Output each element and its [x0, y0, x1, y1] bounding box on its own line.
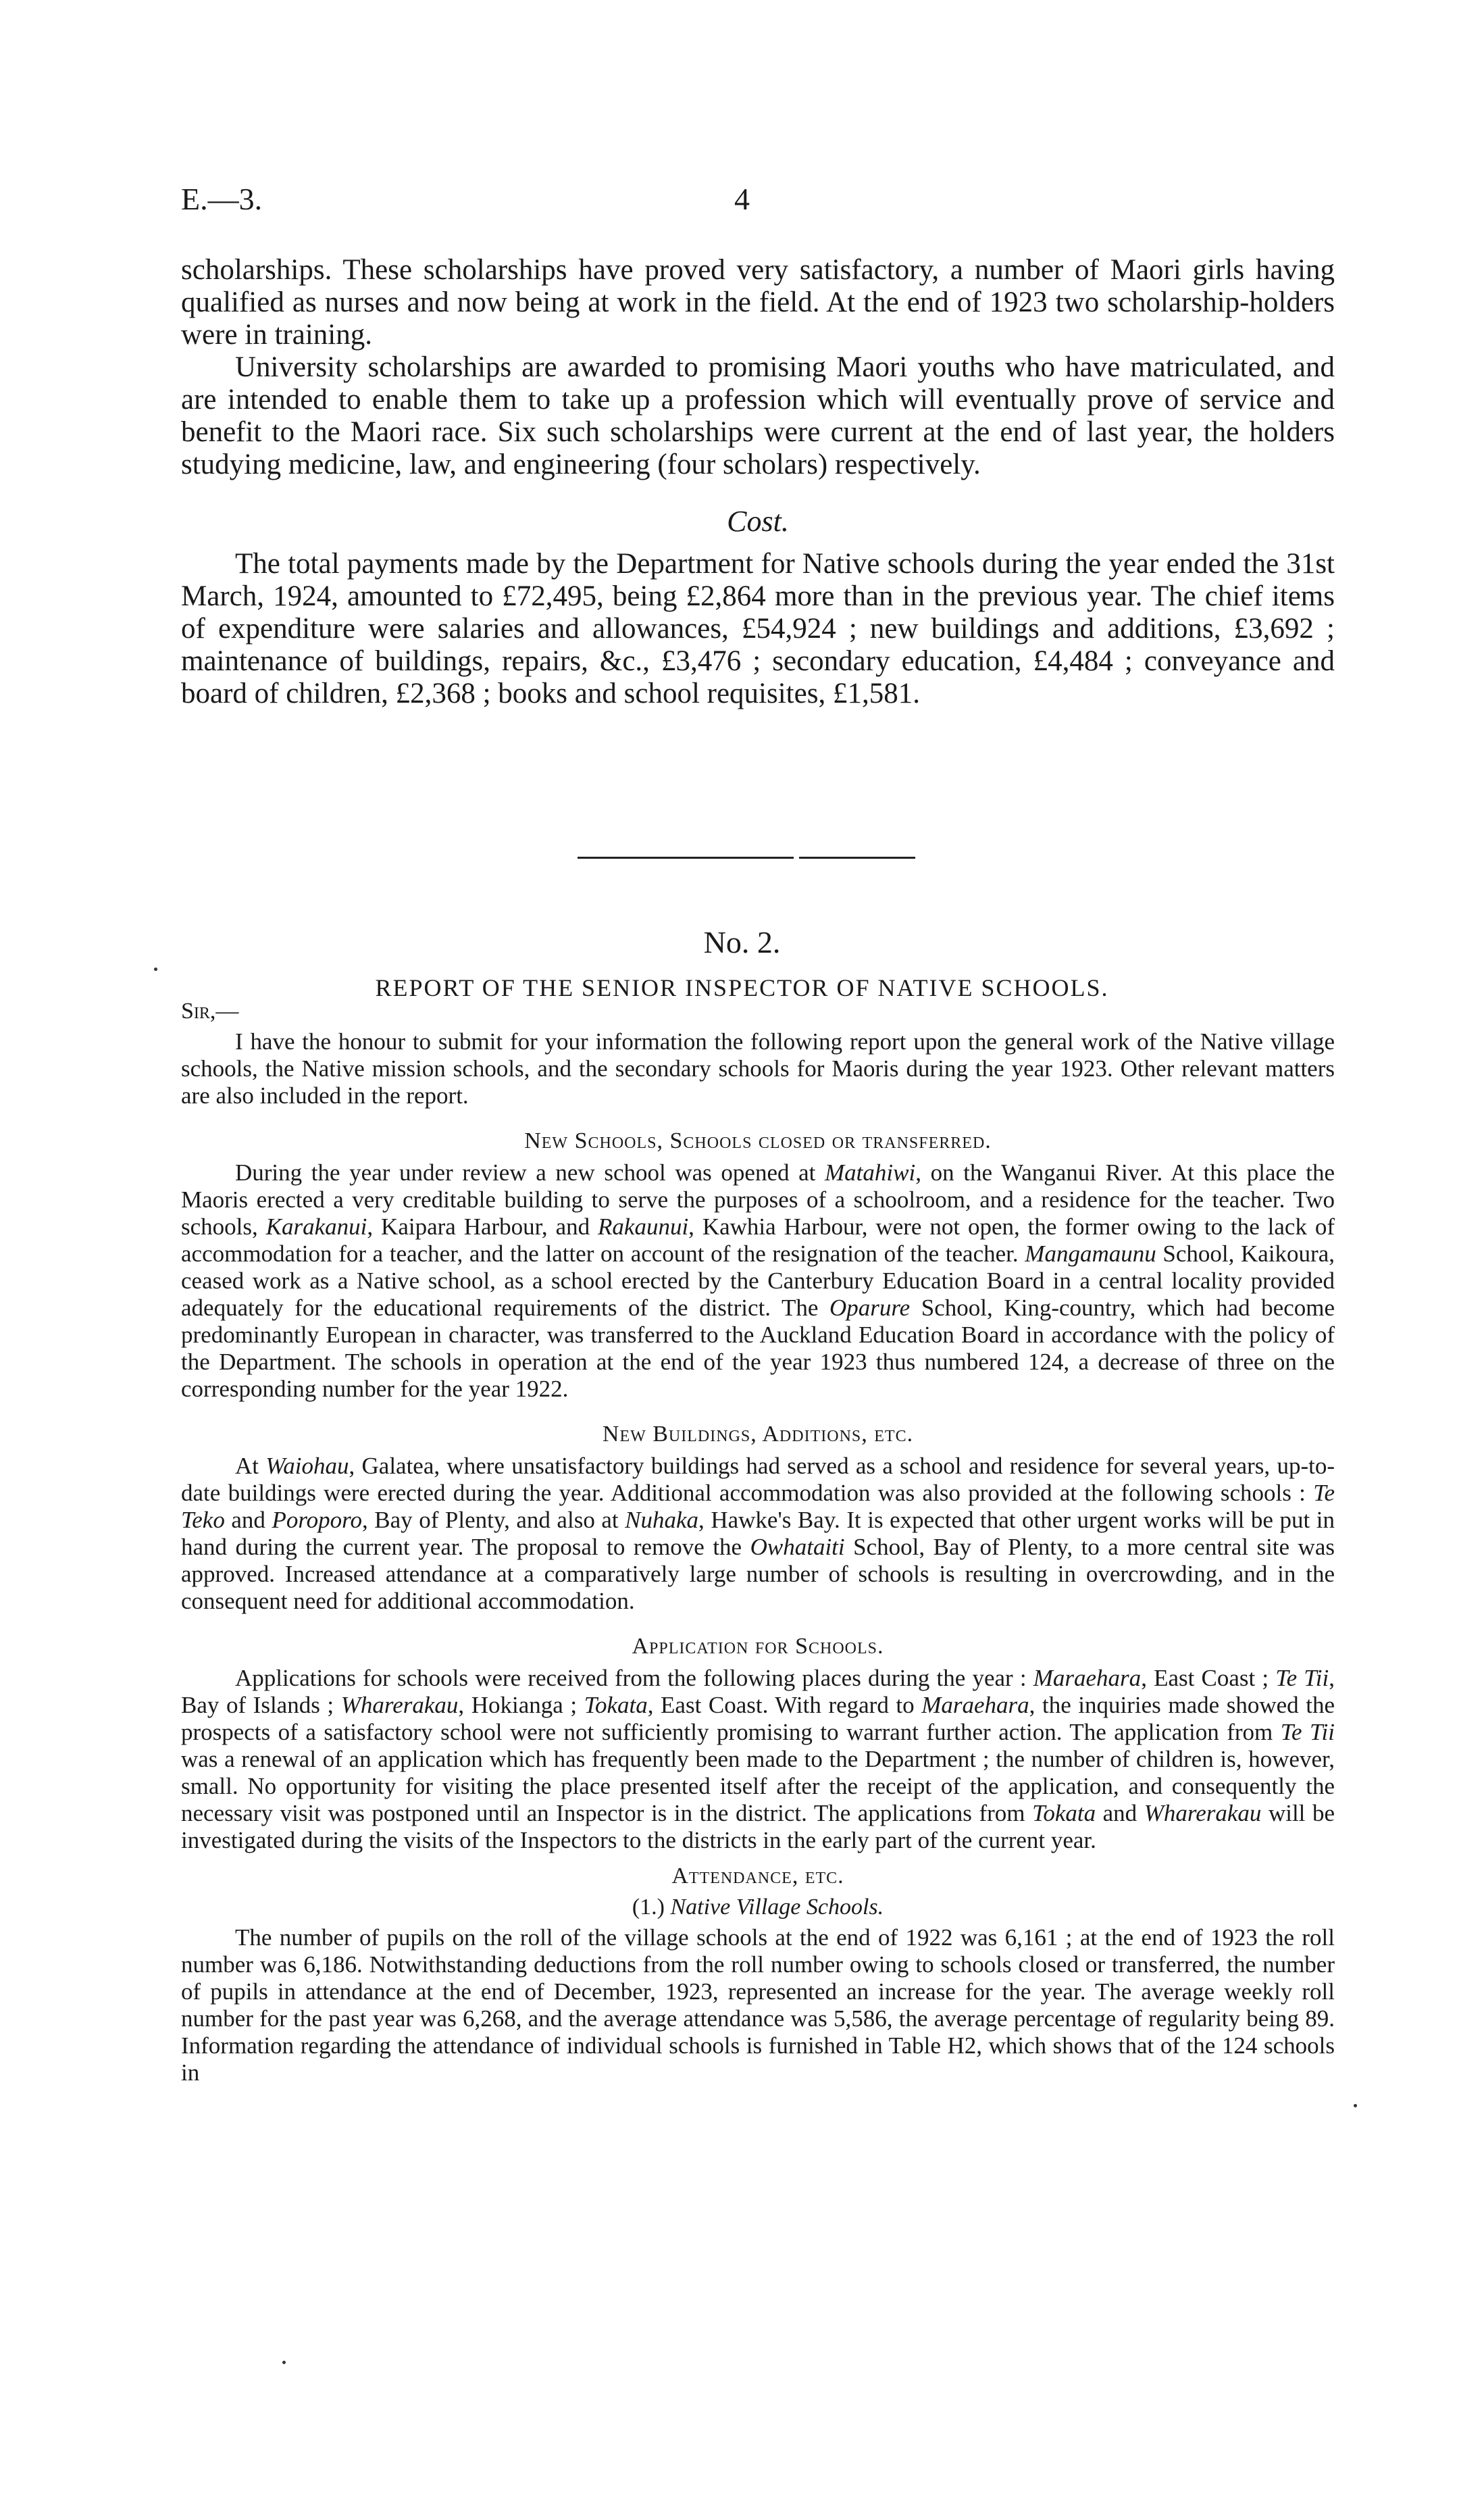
new-schools-paragraph: During the year under review a new school was opened at Matahiwi, on the Wanganui River. At this place the Maoris erected a very creditable building to serve the purposes of a schoolroom, and a residence for the teacher. Two schools, Karakanui, Kaipara Harbour, and Rakaunui, Kawhia Harbour, were not open, the former owing to the lack of accommodation for a teacher, and the latter on account of the resignation of the teacher. Mangamaunu School, Kaikoura, ceased work as a Native school, as a school erected by the Canterbury Education Board in a central locality provided adequately for the educational requirements of the district. The Oparure School, King-country, which had become predominantly European in character, was transferred to the Auckland Education Board in accordance with the policy of the Department. The schools in operation at the end of the year 1923 thus numbered 124, a decrease of three on the corresponding number for the year 1922.: [181, 1159, 1335, 1402]
report-number: No. 2.: [703, 925, 781, 959]
margin-mark: [154, 968, 157, 971]
attendance-paragraph: The number of pupils on the roll of the village schools at the end of 1922 was 6,161 ; at the end of 1923 the roll number was 6,186. Notwithstanding deductions from the roll number owing to schools closed or transferred, the number of pupils in attendance at the end of December, 1923, represented an increase for the year. The average weekly roll number for the past year was 6,268, and the average attendance was 5,586, the average percentage of regularity being 89. Information regarding the attendance of individual schools is furnished in Table H2, which shows that of the 124 schools in: [181, 1924, 1335, 2086]
margin-mark: [1354, 2104, 1357, 2107]
report-body: [181, 1028, 1335, 2086]
applications-paragraph: Applications for schools were received from the following places during the year : Maraehara, East Coast ; Te Tii, Bay of Islands ; Wharerakau, Hokianga ; Tokata, East Coast. With regard to Maraehara, the inquiries made showed the prospects of a satisfactory school were not sufficiently promising to warrant further action. The application from Te Tii was a renewal of an application which has frequently been made to the Department ; the number of children is, however, small. No opportunity for visiting the place presented itself after the receipt of the application, and consequently the necessary visit was postponed until an Inspector is in the district. The applications from Tokata and Wharerakau will be investigated during the visits of the Inspectors to the districts in the early part of the current year.: [181, 1665, 1335, 1853]
university-scholarships-paragraph: University scholarships are awarded to promising Maori youths who have matriculated, and are intended to enable them to take up a profession which will eventually prove of service and benefit to the Maori race. Six such scholarships were current at the end of last year, the holders studying medicine, law, and engineering (four scholars) respectively.: [181, 351, 1335, 480]
section-divider: [578, 857, 915, 859]
attendance-heading: Attendance, etc.: [671, 1863, 844, 1888]
report-title: REPORT OF THE SENIOR INSPECTOR OF NATIVE SCHOOLS.: [375, 974, 1109, 1001]
new-schools-heading: New Schools, Schools closed or transferred.: [524, 1128, 992, 1153]
applications-heading: Application for Schools.: [632, 1634, 884, 1659]
top-section: [181, 254, 1335, 710]
new-buildings-heading: New Buildings, Additions, etc.: [602, 1422, 914, 1447]
attendance-subheading: (1.) Native Village Schools.: [632, 1895, 884, 1920]
scholarships-paragraph: scholarships. These scholarships have proved very satisfactory, a number of Maori girls having qualified as nurses and now being at work in the field. At the end of 1923 two scholarship-holders were in training.: [181, 254, 1335, 351]
cost-paragraph: The total payments made by the Department for Native schools during the year ended the 31st March, 1924, amounted to £72,495, being £2,864 more than in the previous year. The chief items of expenditure were salaries and allowances, £54,924 ; new buildings and additions, £3,692 ; maintenance of buildings, repairs, &c., £3,476 ; secondary education, £4,484 ; conveyance and board of children, £2,368 ; books and school requisites, £1,581.: [181, 548, 1335, 709]
margin-mark: [282, 2361, 286, 2364]
page-number: 4: [734, 182, 750, 216]
salutation: Sir,—: [181, 999, 239, 1024]
document-code: E.—3.: [181, 182, 263, 216]
cost-heading: Cost.: [727, 505, 789, 538]
new-buildings-paragraph: At Waiohau, Galatea, where unsatisfactory buildings had served as a school and residence for several years, up-to-date buildings were erected during the year. Additional accommodation was also provided at the following schools : Te Teko and Poroporo, Bay of Plenty, and also at Nuhaka, Hawke's Bay. It is expected that other urgent works will be put in hand during the current year. The proposal to remove the Owhataiti School, Bay of Plenty, to a more central site was approved. Increased attendance at a comparatively large number of schools is resulting in overcrowding, and in the consequent need for additional accommodation.: [181, 1453, 1335, 1614]
page-header: [181, 181, 1303, 222]
intro-paragraph: I have the honour to submit for your information the following report upon the general work of the Native village schools, the Native mission schools, and the secondary schools for Maoris during the year 1923. Other relevant matters are also included in the report.: [181, 1028, 1335, 1109]
